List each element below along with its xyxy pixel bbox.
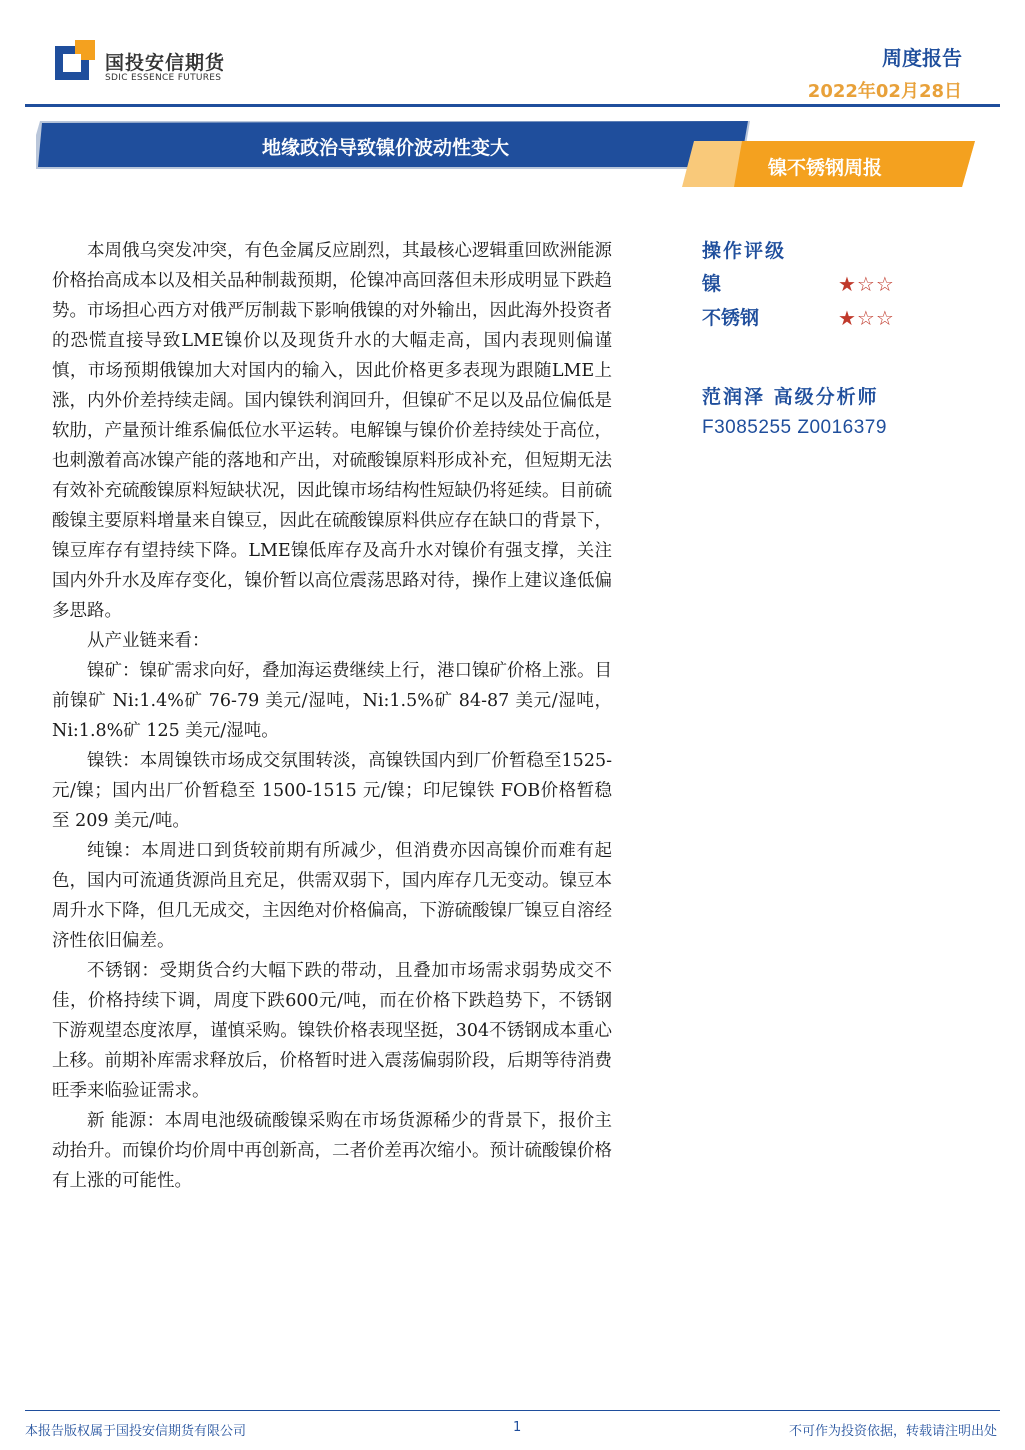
body-paragraph-chain-intro: 从产业链来看： <box>87 631 210 651</box>
header-divider <box>25 104 1000 107</box>
sidebar <box>702 236 992 439</box>
footer-disclaimer: 不可作为投资依据，转载请注明出处 <box>788 1424 997 1439</box>
report-title: 地缘政治导致镍价波动性变大 <box>262 137 510 159</box>
body-paragraph-new-energy: 新 能源：本周电池级硫酸镍采购在市场货源稀少的背景下，报价主动抬升。而镍价均价周中再创新高，二者价差再次缩小。预计硫酸镍价格有上涨的可能性。 <box>52 1111 612 1191</box>
body-paragraph-stainless: 不锈钢：受期货合约大幅下跌的带动，且叠加市场需求弱势成交不佳，价格持续下调，周度下跌600元/吨，而在价格下跌趋势下，不锈钢下游观望态度浓厚，谨慎采购。镍铁价格表现坚挺，304不锈钢成本重心上移。前期补库需求释放后，价格暂时进入震荡偏弱阶段，后期等待消费旺季来临验证需求。 <box>52 961 612 1101</box>
report-body <box>52 236 612 1196</box>
logo-cn-text: 国投安信期货 <box>105 52 226 74</box>
report-type: 周度报告 <box>882 46 962 70</box>
analyst-certificate: F3085255 Z0016379 <box>702 417 887 438</box>
report-date: 2022年02月28日 <box>807 81 962 102</box>
body-paragraph-summary: 本周俄乌突发冲突，有色金属反应剧烈，其最核心逻辑重回欧洲能源价格抬高成本以及相关品种制裁预期，伦镍冲高回落但未形成明显下跌趋势。市场担心西方对俄严厉制裁下影响俄镍的对外输出，因此海外投资者的恐慌直接导致LME镍价以及现货升水的大幅走高，国内表现则偏谨慎，市场预期俄镍加大对国内的输入，因此价格更多表现为跟随LME上涨，内外价差持续走阔。国内镍铁利润回升，但镍矿不足以及品位偏低是软肋，产量预计维系偏低位水平运转。电解镍与镍价价差持续处于高位，也刺激着高冰镍产能的落地和产出，对硫酸镍原料形成补充，但短期无法有效补充硫酸镍原料短缺状况，因此镍市场结构性短缺仍将延续。目前硫酸镍主要原料增量来自镍豆，因此在硫酸镍原料供应存在缺口的背景下，镍豆库存有望持续下降。LME镍低库存及高升水对镍价有强支撑，关注国内外升水及库存变化，镍价暂以高位震荡思路对待，操作上建议逢低偏多思路。 <box>52 241 612 621</box>
rating-row-nickel <box>702 268 992 302</box>
star-rating-icon: ★☆☆ <box>838 306 895 330</box>
company-logo <box>55 40 235 90</box>
logo-en-text: SDIC ESSENCE FUTURES <box>105 73 222 83</box>
report-category-tag: 镍不锈钢周报 <box>768 157 883 179</box>
footer-divider <box>25 1410 1000 1411</box>
logo-mark-icon <box>55 40 95 82</box>
body-paragraph-nickel-iron: 镍铁：本周镍铁市场成交氛围转淡，高镍铁国内到厂价暂稳至1525-元/镍；国内出厂价暂稳至 1500-1515 元/镍；印尼镍铁 FOB价格暂稳至 209 美元/吨。 <box>52 751 612 831</box>
body-paragraph-pure-nickel: 纯镍：本周进口到货较前期有所减少，但消费亦因高镍价而难有起色，国内可流通货源尚且充足，供需双弱下，国内库存几无变动。镍豆本周升水下降，但几无成交，主因绝对价格偏高，下游硫酸镍厂镍豆自溶经济性依旧偏差。 <box>52 841 612 951</box>
page-number: 1 <box>513 1420 522 1435</box>
star-rating-icon: ★☆☆ <box>838 272 895 296</box>
footer-copyright: 本报告版权属于国投安信期货有限公司 <box>25 1424 247 1439</box>
rating-label: 镍 <box>702 273 722 295</box>
rating-row-stainless <box>702 302 992 336</box>
rating-label: 不锈钢 <box>702 307 760 329</box>
body-paragraph-ore: 镍矿：镍矿需求向好，叠加海运费继续上行，港口镍矿价格上涨。目前镍矿 Ni:1.4%矿 76-79 美元/湿吨，Ni:1.5%矿 84-87 美元/湿吨，Ni:1.8%矿 125 美元/湿吨。 <box>52 661 612 741</box>
analyst-name: 范润泽 高级分析师 <box>702 386 879 408</box>
rating-heading: 操作评级 <box>702 240 787 262</box>
